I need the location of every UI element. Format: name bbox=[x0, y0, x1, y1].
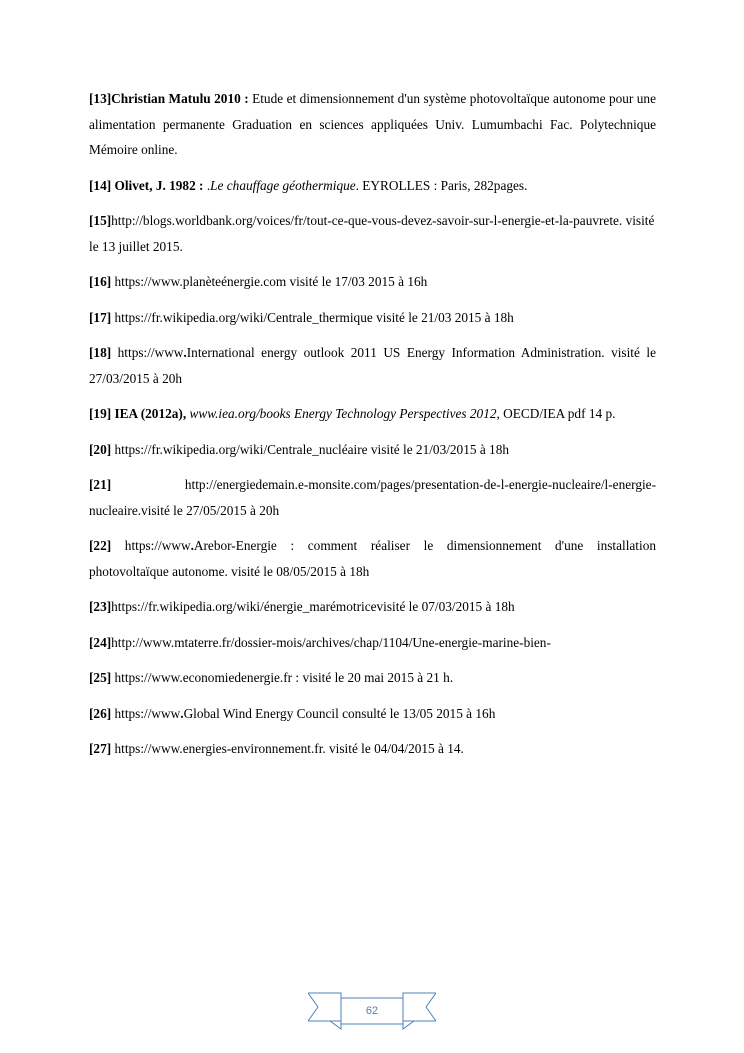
ref-prefix: https://www bbox=[114, 705, 181, 721]
ref-text: . EYROLLES : Paris, 282pages. bbox=[355, 177, 528, 193]
ref-dot: . bbox=[190, 538, 194, 553]
reference-13 bbox=[89, 86, 656, 163]
ref-number: [14] bbox=[89, 177, 115, 193]
reference-15 bbox=[89, 208, 656, 259]
ref-author: Christian Matulu 2010 : bbox=[111, 91, 249, 106]
ref-dot: . bbox=[183, 345, 187, 360]
ref-number: [24] bbox=[89, 634, 112, 650]
ref-text: http://blogs.worldbank.org/voices/fr/tout-ce-que-vous-devez-savoir-sur-l-energie-et-la-pauvrete. visité le 13 juillet 2015. bbox=[89, 213, 655, 254]
ref-separator: . bbox=[203, 177, 211, 193]
ref-text: Global Wind Energy Council consulté le 13/05 2015 à 16h bbox=[183, 705, 496, 721]
ref-text: https://fr.wikipedia.org/wiki/énergie_marémotricevisité le 07/03/2015 à 18h bbox=[111, 599, 515, 614]
ref-text: , OECD/IEA pdf 14 p. bbox=[496, 406, 616, 421]
ref-text: https://www.energies-environnement.fr. visité le 04/04/2015 à 14. bbox=[114, 741, 464, 756]
ref-author: Olivet, J. 1982 : bbox=[114, 177, 204, 193]
ref-dot: . bbox=[180, 705, 184, 721]
ref-text: http://energiedemain.e-monsite.com/pages/presentation-de-l-energie-nucleaire/l-energie-nucleaire.visité le 27/05/2015 à 20h bbox=[89, 477, 656, 518]
page-number-ribbon bbox=[308, 990, 436, 1032]
ref-number: [23] bbox=[89, 599, 112, 614]
ref-text: https://fr.wikipedia.org/wiki/Centrale_thermique visité le 21/03 2015 à 18h bbox=[114, 309, 514, 325]
ref-prefix: https://www bbox=[124, 538, 191, 553]
reference-23 bbox=[89, 594, 656, 620]
ref-number: [16] bbox=[89, 274, 115, 289]
ref-text: Arebor-Energie : comment réaliser le dimensionnement d'une installation photovoltaïque autonome. visité le 08/05/2015 à 18h bbox=[89, 538, 656, 579]
reference-18 bbox=[89, 340, 656, 391]
ref-number: [18] bbox=[89, 345, 118, 360]
ref-number: [27] bbox=[89, 741, 115, 756]
reference-26 bbox=[89, 701, 656, 727]
reference-16 bbox=[89, 269, 656, 295]
reference-27 bbox=[89, 736, 656, 762]
ref-number: [26] bbox=[89, 705, 115, 721]
ref-text: http://www.mtaterre.fr/dossier-mois/archives/chap/1104/Une-energie-marine-bien- bbox=[111, 634, 551, 650]
reference-21 bbox=[89, 472, 656, 523]
reference-20 bbox=[89, 437, 656, 463]
ref-author: IEA (2012a), bbox=[114, 406, 187, 421]
reference-14 bbox=[89, 173, 656, 199]
ref-number: [20] bbox=[89, 441, 115, 457]
reference-17 bbox=[89, 305, 656, 331]
ref-number: [15] bbox=[89, 213, 112, 228]
ref-number: [21] bbox=[89, 477, 185, 492]
reference-25 bbox=[89, 665, 656, 691]
ref-number: [19] bbox=[89, 406, 115, 421]
ref-title: www.iea.org/books Energy Technology Perspectives 2012 bbox=[186, 406, 497, 421]
reference-22 bbox=[89, 533, 656, 584]
ref-number: [17] bbox=[89, 309, 115, 325]
reference-list bbox=[89, 86, 656, 772]
ref-number: [22] bbox=[89, 538, 125, 553]
reference-19 bbox=[89, 401, 656, 427]
ref-text: https://fr.wikipedia.org/wiki/Centrale_nucléaire visité le 21/03/2015 à 18h bbox=[114, 441, 510, 457]
ref-text: https://www.planèteénergie.com visité le 17/03 2015 à 16h bbox=[114, 274, 428, 289]
ref-text: Etude et dimensionnement d'un système photovoltaïque autonome pour une alimentation permanente Graduation en sciences appliquées Univ. Lumumbachi Fac. Polytechnique Mémoire online. bbox=[89, 91, 656, 157]
reference-24 bbox=[89, 630, 656, 656]
ref-number: [13] bbox=[89, 91, 112, 106]
ref-number: [25] bbox=[89, 670, 115, 685]
page-number: 62 bbox=[365, 1005, 379, 1017]
ref-text: International energy outlook 2011 US Energy Information Administration. visité le 27/03/2015 à 20h bbox=[89, 345, 656, 386]
ref-text: https://www.economiedenergie.fr : visité le 20 mai 2015 à 21 h. bbox=[114, 670, 454, 685]
ref-title: Le chauffage géothermique bbox=[210, 177, 356, 193]
ref-prefix: https://www bbox=[117, 345, 184, 360]
